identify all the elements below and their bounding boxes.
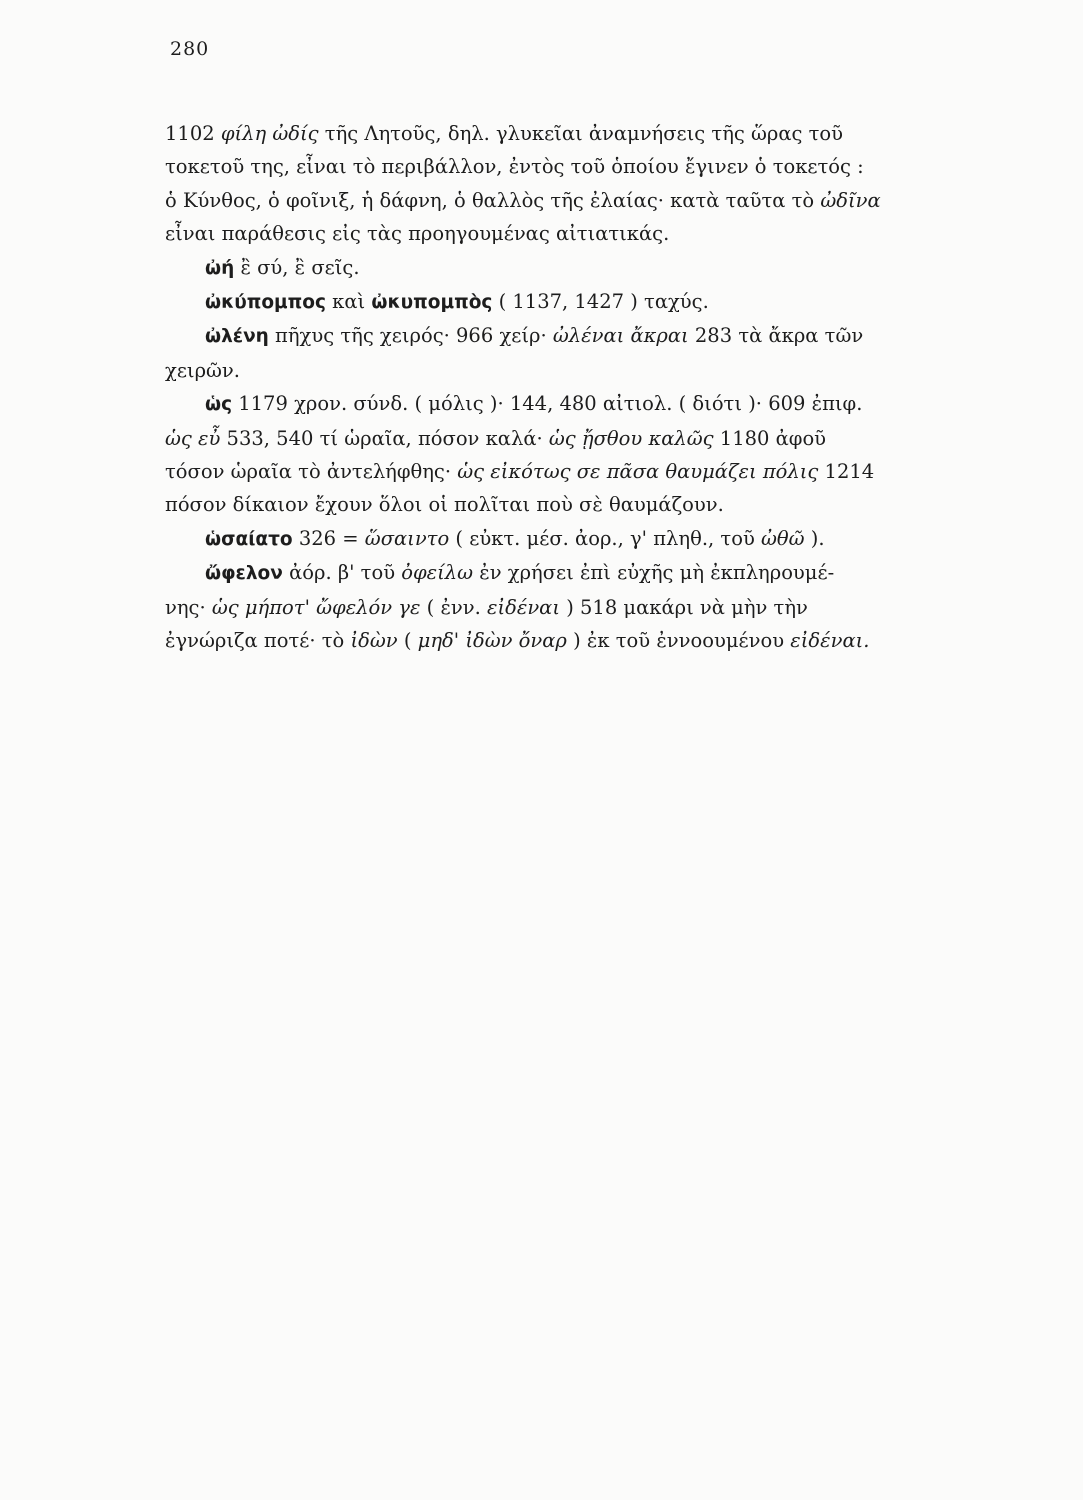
entry-text: 1180 ἀφοῦ: [713, 426, 827, 450]
text-line: [165, 319, 1015, 353]
italic-quote: ἰδὼν: [350, 629, 398, 653]
text-line: [165, 285, 1015, 319]
text-line: [165, 251, 1015, 285]
entry-text: ).: [804, 526, 825, 550]
entry-text: (: [397, 629, 418, 653]
entry-text: εἶναι παράθεσις εἰς τὰς προηγουμένας αἰτιατικάς.: [165, 222, 670, 246]
entry-text: ἐν χρήσει ἐπὶ εὐχῆς μὴ ἐκπληρουμέ-: [473, 561, 835, 585]
entry-text: ) 518 μακάρι νὰ μὴν τὴν: [560, 595, 808, 619]
entry-headword: ὡσαίατο: [205, 528, 293, 550]
entry-text: ( 1137, 1427 ) ταχύς.: [492, 290, 709, 314]
text-line: [165, 556, 1015, 590]
entry-text: ) ἐκ τοῦ ἐννοουμένου: [566, 629, 791, 653]
text-line: [165, 591, 1015, 624]
entry-text: ὁ Κύνθος, ὁ φοῖνιξ, ἡ δάφνη, ὁ θαλλὸς τῆς ἐλαίας· κατὰ ταῦτα τὸ: [165, 188, 821, 212]
text-line: [165, 624, 1015, 657]
entry-text: τόσον ὡραῖα τὸ ἀντελήφθης·: [165, 460, 458, 484]
entry-text: ἒ σύ, ἒ σεῖς.: [234, 255, 360, 279]
italic-quote: ὠδῖνα: [820, 188, 881, 212]
text-line: [165, 387, 1015, 421]
entry-headword: ὤφελον: [205, 563, 283, 585]
entry-text: τῆς Λητοῦς, δηλ. γλυκεῖαι ἀναμνήσεις τῆς ὥρας τοῦ: [318, 122, 844, 145]
entry-text: πόσον δίκαιον ἔχουν ὅλοι οἱ πολῖται ποὺ σὲ θαυμάζουν.: [165, 493, 724, 517]
entry-text: τοκετοῦ της, εἶναι τὸ περιβάλλον, ἐντὸς τοῦ ὁποίου ἔγινεν ὁ τοκετός :: [165, 155, 864, 179]
text-line: [165, 354, 1015, 387]
entry-headword: ὠκύπομπος: [205, 292, 326, 314]
italic-quote: εἰδέναι: [487, 595, 560, 619]
text-line: [165, 522, 1015, 556]
italic-quote: ὡς εὖ: [165, 426, 221, 450]
entry-text: πῆχυς τῆς χειρός· 966 χείρ·: [268, 324, 553, 348]
italic-quote: εἰδέναι.: [790, 629, 870, 653]
italic-quote: ὠθῶ: [761, 526, 805, 550]
page-number: 280: [170, 38, 210, 60]
entry-headword: ὠή: [205, 257, 235, 279]
text-line: [165, 117, 1015, 150]
entry-text: ( εὐκτ. μέσ. ἀορ., γ' πληθ., τοῦ: [449, 526, 761, 550]
entry-text: 283 τὰ ἄκρα τῶν: [688, 324, 864, 348]
dictionary-text: [165, 117, 1015, 658]
entry-text: 533, 540 τί ὡραῖα, πόσον καλά·: [220, 426, 549, 450]
entry-text: ( ἐνν.: [420, 595, 488, 619]
entry-headword: ὠλένη: [205, 326, 269, 348]
entry-text: 326 =: [292, 526, 365, 550]
text-line: [165, 455, 1015, 488]
text-line: [165, 150, 1015, 183]
entry-text: 1179 χρον. σύνδ. ( μόλις )· 144, 480 αἰτιολ. ( διότι )· 609 ἐπιφ.: [232, 392, 863, 416]
entry-text: χειρῶν.: [165, 358, 240, 382]
entry-text: καὶ: [325, 290, 372, 314]
italic-quote: ὠλέναι ἄκραι: [552, 324, 689, 348]
entry-text: 1102: [165, 122, 221, 145]
entry-text: ἀόρ. β' τοῦ: [282, 561, 402, 585]
italic-quote: μηδ' ἰδὼν ὄναρ: [417, 629, 567, 653]
italic-quote: ὡς εἰκότως σε πᾶσα θαυμάζει πόλις: [457, 460, 819, 484]
entry-text: νης·: [165, 595, 212, 619]
text-line: [165, 217, 1015, 250]
entry-headword: ὡς: [205, 394, 233, 416]
text-line: [165, 488, 1015, 521]
text-line: [165, 422, 1015, 455]
italic-quote: ὥσαιντο: [364, 526, 450, 550]
italic-quote: φίλη ὠδίς: [220, 122, 319, 145]
italic-quote: ὡς μήποτ' ὤφελόν γε: [211, 595, 421, 619]
text-line: [165, 184, 1015, 217]
italic-quote: ὡς ᾔσθου καλῶς: [548, 426, 714, 450]
entry-text: 1214: [818, 460, 875, 484]
entry-headword: ὠκυπομπὸς: [371, 292, 493, 314]
entry-text: ἐγνώριζα ποτέ· τὸ: [165, 629, 351, 653]
italic-quote: ὀφείλω: [401, 561, 474, 585]
